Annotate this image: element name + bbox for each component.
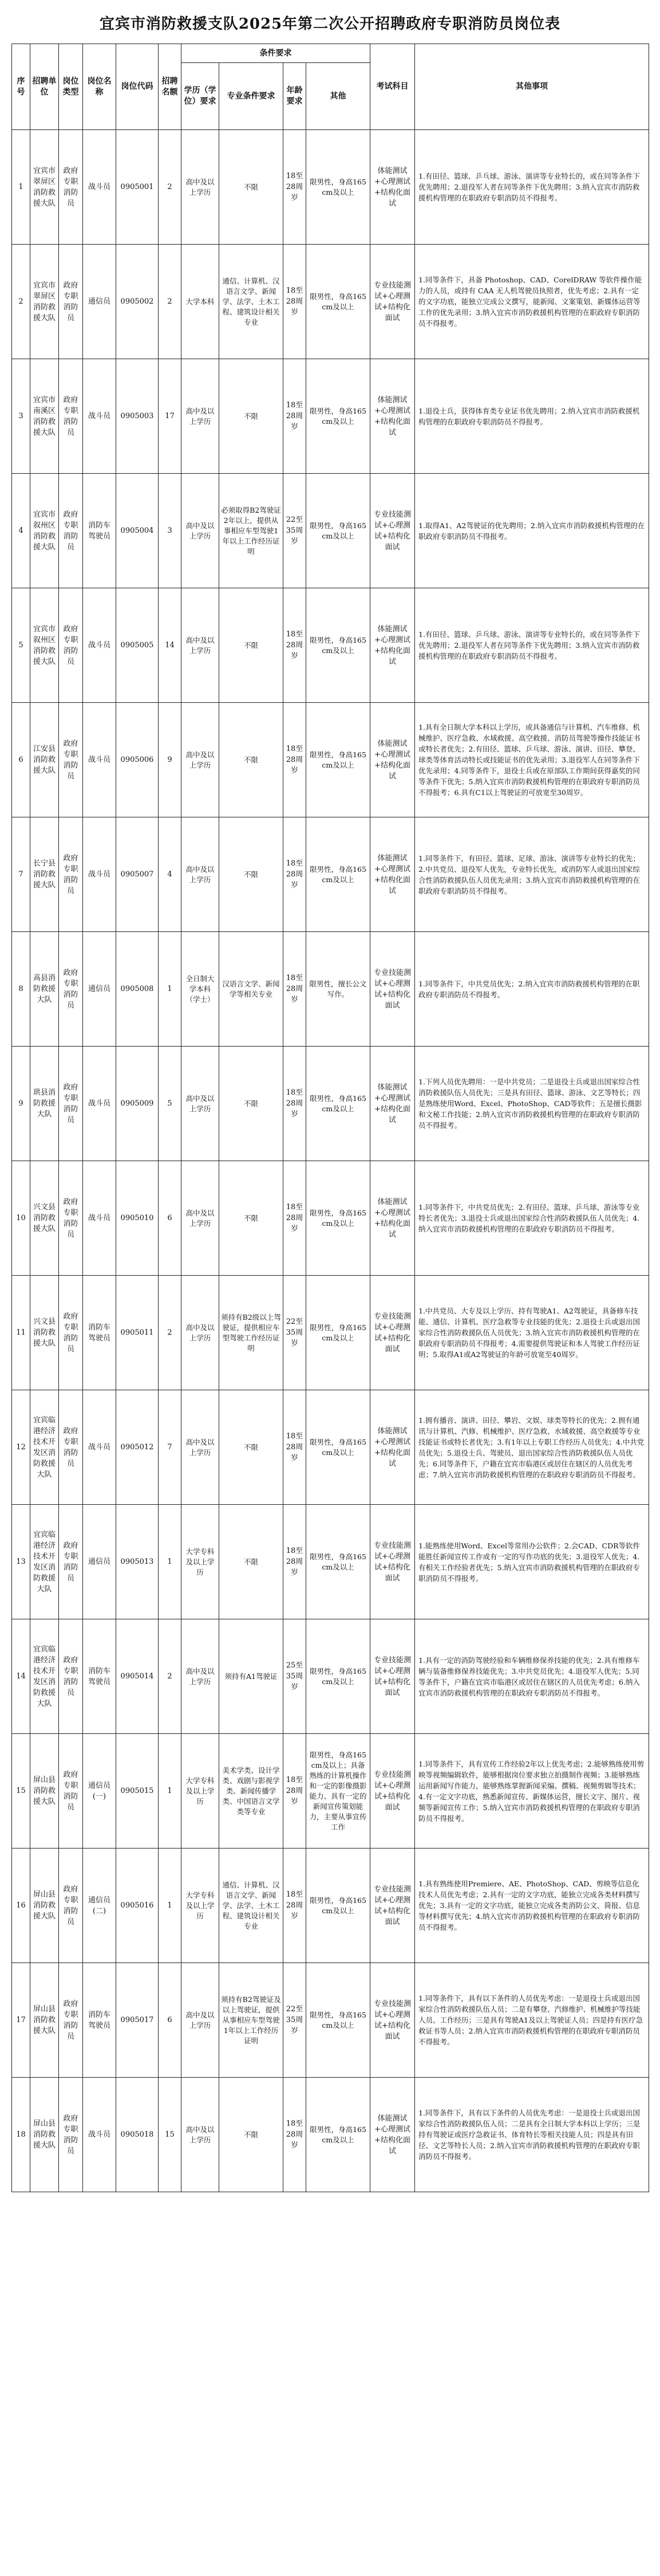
cell-major: 须持有B2驾驶证及以上驾驶证，提供从事相应车型驾驶1年以上工作经历证明 bbox=[219, 1963, 283, 2078]
header-conditions: 条件要求 bbox=[181, 44, 370, 63]
page bbox=[11, 0, 649, 2192]
cell-education: 高中及以上学历 bbox=[181, 1619, 219, 1734]
cell-other: 限男性，身高165cm及以上 bbox=[306, 817, 370, 932]
table-row bbox=[12, 474, 649, 588]
cell-education: 高中及以上学历 bbox=[181, 1276, 219, 1390]
cell-age: 18至28周岁 bbox=[283, 932, 306, 1047]
cell-count: 7 bbox=[159, 1390, 181, 1505]
cell-age: 18至28周岁 bbox=[283, 245, 306, 359]
cell-seq: 18 bbox=[12, 2078, 30, 2192]
cell-exam: 专业技能测试+心理测试+结构化面试 bbox=[370, 1963, 415, 2078]
cell-post-name: 战斗员 bbox=[83, 703, 116, 817]
cell-post-name: 通信员(一) bbox=[83, 1734, 116, 1849]
header-count: 招聘名额 bbox=[159, 44, 181, 130]
cell-notes: 1.同等条件下，有田径、篮球、足球、游泳、演讲等专业特长的优先；2.中共党员、退役军人优先，专业特长优先，或消防军人或退出国家综合性消防救援队伍人员优先录用；3.纳入宜宾市消防救援机构管理的在职政府专职消防员不得报考。 bbox=[415, 817, 649, 932]
cell-seq: 9 bbox=[12, 1047, 30, 1161]
cell-major: 不限 bbox=[219, 817, 283, 932]
cell-unit: 珙县消防救援大队 bbox=[30, 1047, 59, 1161]
header-major: 专业条件要求 bbox=[219, 63, 283, 130]
cell-major: 不限 bbox=[219, 359, 283, 474]
cell-post-code: 0905012 bbox=[116, 1390, 159, 1505]
cell-education: 高中及以上学历 bbox=[181, 817, 219, 932]
cell-notes: 1.同等条件下，具备 Photoshop、CAD、CorelDRAW 等软件操作能力的人员，或持有 CAA 无人机驾驶员执照者，优先考虑；2.具有一定的文字功底，能独立完成公文撰写，能新闻、文案策划、新媒体运营等工作的优先录用；3.纳入宜宾市消防救援机构管理的在职政府专职消防员不得报考。 bbox=[415, 245, 649, 359]
cell-unit-type: 政府专职消防员 bbox=[59, 1390, 83, 1505]
cell-notes: 1.能熟练使用Word、Excel等常用办公软件；2.会CAD、CDR等软件能胜任新闻宣传工作或有一定的写作功底的优先；3.退役军人优先；4.有相关工作经验者优先；5.纳入宜宾市消防救援机构管理的在职政府专职消防员不得报考。 bbox=[415, 1505, 649, 1619]
cell-notes: 1.同等条件下，具有宣传工作经验2年以上优先考虑；2.能够熟练使用剪映等视频编辑软件，能够根据岗位要求独立拍摄制作视频；3.能够熟练运用新闻写作能力，能够熟练掌握新闻采编、撰稿、视频剪辑等技术；4.有一定文字功底，熟悉新闻宣传、新媒体运营，擅长文字、图片、视频等新闻宣传工作；5.纳入宜宾市消防救援机构管理的在职政府专职消防员不得报考。 bbox=[415, 1734, 649, 1849]
cell-unit-type: 政府专职消防员 bbox=[59, 130, 83, 245]
cell-post-name: 通信员(二) bbox=[83, 1849, 116, 1963]
header-unit-type: 岗位类型 bbox=[59, 44, 83, 130]
cell-seq: 8 bbox=[12, 932, 30, 1047]
cell-post-code: 0905003 bbox=[116, 359, 159, 474]
cell-unit: 屏山县消防救援大队 bbox=[30, 1963, 59, 2078]
cell-unit: 兴文县消防救援大队 bbox=[30, 1276, 59, 1390]
cell-post-name: 通信员 bbox=[83, 932, 116, 1047]
table-row bbox=[12, 817, 649, 932]
cell-age: 18至28周岁 bbox=[283, 1390, 306, 1505]
cell-major: 须持有A1驾驶证 bbox=[219, 1619, 283, 1734]
header-exam: 考试科目 bbox=[370, 44, 415, 130]
cell-post-name: 消防车驾驶员 bbox=[83, 474, 116, 588]
cell-education: 高中及以上学历 bbox=[181, 1047, 219, 1161]
cell-seq: 12 bbox=[12, 1390, 30, 1505]
cell-count: 9 bbox=[159, 703, 181, 817]
table-row bbox=[12, 1505, 649, 1619]
cell-unit-type: 政府专职消防员 bbox=[59, 588, 83, 703]
cell-unit-type: 政府专职消防员 bbox=[59, 932, 83, 1047]
cell-count: 3 bbox=[159, 474, 181, 588]
cell-post-name: 消防车驾驶员 bbox=[83, 1963, 116, 2078]
cell-seq: 1 bbox=[12, 130, 30, 245]
cell-post-code: 0905013 bbox=[116, 1505, 159, 1619]
cell-education: 大学专科及以上学历 bbox=[181, 1505, 219, 1619]
cell-unit: 屏山县消防救援大队 bbox=[30, 2078, 59, 2192]
cell-unit-type: 政府专职消防员 bbox=[59, 703, 83, 817]
cell-other: 限男性，身高165cm及以上 bbox=[306, 1161, 370, 1276]
table-row bbox=[12, 245, 649, 359]
cell-age: 18至28周岁 bbox=[283, 817, 306, 932]
table-row bbox=[12, 932, 649, 1047]
cell-count: 4 bbox=[159, 817, 181, 932]
cell-post-code: 0905006 bbox=[116, 703, 159, 817]
cell-unit-type: 政府专职消防员 bbox=[59, 1734, 83, 1849]
cell-education: 高中及以上学历 bbox=[181, 2078, 219, 2192]
cell-post-name: 消防车驾驶员 bbox=[83, 1619, 116, 1734]
cell-post-name: 战斗员 bbox=[83, 588, 116, 703]
cell-exam: 专业技能测试+心理测试+结构化面试 bbox=[370, 1849, 415, 1963]
cell-count: 2 bbox=[159, 1276, 181, 1390]
cell-post-name: 消防车驾驶员 bbox=[83, 1276, 116, 1390]
cell-major: 通信、计算机、汉语言文学、新闻学、法学、土木工程、建筑设计相关专业 bbox=[219, 1849, 283, 1963]
cell-seq: 3 bbox=[12, 359, 30, 474]
cell-unit-type: 政府专职消防员 bbox=[59, 245, 83, 359]
table-row bbox=[12, 1849, 649, 1963]
header-age: 年龄要求 bbox=[283, 63, 306, 130]
cell-notes: 1.拥有播音、演讲、田径、攀岩、文娱、球类等特长的优先；2.拥有通讯与计算机、汽修、机械维护、医疗急救、水域救援、高空救援等专业技能证书或特长者优先；3.有1年以上专职工作经历人员优先；4.中共党员优先；5.退役士兵、驾驶员、退出国家综合性消防救援队伍人员优先；6.同等条件下，户籍在宜宾市临港区或居住在辖区的人员优先考虑；7.纳入宜宾市消防救援机构管理的在职政府专职消防员不得报考。 bbox=[415, 1390, 649, 1505]
cell-notes: 1.下列人员优先聘用：一是中共党员；二是退役士兵或退出国家综合性消防救援队伍人员优先；三是具有田径、篮球、游泳、文艺等特长；四是熟练使用Word、Excel、PhotoShop、CAD等软件；五是擅长摄影和文秘工作技能；2.纳入宜宾市消防救援机构管理的在职政府专职消防员不得报考。 bbox=[415, 1047, 649, 1161]
cell-post-code: 0905016 bbox=[116, 1849, 159, 1963]
cell-unit: 宜宾市翠屏区消防救援大队 bbox=[30, 130, 59, 245]
cell-count: 6 bbox=[159, 1963, 181, 2078]
cell-other: 限男性，身高165cm及以上 bbox=[306, 588, 370, 703]
cell-exam: 专业技能测试+心理测试+结构化面试 bbox=[370, 1734, 415, 1849]
cell-education: 大学专科及以上学历 bbox=[181, 1849, 219, 1963]
cell-notes: 1.具有全日制大学本科以上学历，或具备通信与计算机、汽车维修、机械维护、医疗急救、水域救援、高空救援、消防员驾驶等操作技能证书或特长者优先；2.有田径、篮球、乒乓球、游泳、演讲、田径、攀登、球类等体育活动特长或技能证书的优先录用；3.退役军人在同等条件下优先录用；4.同等条件下，退役士兵或在原部队工作期间获得嘉奖的同等条件下优先；5.纳入宜宾市消防救援机构管理的在职政府专职消防员不得报考；6.具有C1以上驾驶证的可放宽至30周岁。 bbox=[415, 703, 649, 817]
cell-seq: 15 bbox=[12, 1734, 30, 1849]
cell-unit-type: 政府专职消防员 bbox=[59, 1161, 83, 1276]
header-unit: 招聘单位 bbox=[30, 44, 59, 130]
table-row bbox=[12, 359, 649, 474]
cell-post-name: 通信员 bbox=[83, 1505, 116, 1619]
cell-seq: 13 bbox=[12, 1505, 30, 1619]
cell-count: 5 bbox=[159, 1047, 181, 1161]
cell-unit: 宜宾市叙州区消防救援大队 bbox=[30, 474, 59, 588]
cell-post-name: 战斗员 bbox=[83, 817, 116, 932]
cell-post-code: 0905010 bbox=[116, 1161, 159, 1276]
cell-unit-type: 政府专职消防员 bbox=[59, 1619, 83, 1734]
cell-notes: 1.同等条件下，中共党员优先；2.有田径、篮球、乒乓球、游泳等专业特长者优先；3.退役士兵或退出国家综合性消防救援队伍人员优先；4.纳入宜宾市消防救援机构管理的在职政府专职消防员不得报考。 bbox=[415, 1161, 649, 1276]
cell-count: 6 bbox=[159, 1161, 181, 1276]
cell-post-code: 0905004 bbox=[116, 474, 159, 588]
cell-unit: 兴文县消防救援大队 bbox=[30, 1161, 59, 1276]
cell-unit-type: 政府专职消防员 bbox=[59, 1505, 83, 1619]
cell-age: 22至35周岁 bbox=[283, 1276, 306, 1390]
cell-age: 18至28周岁 bbox=[283, 2078, 306, 2192]
cell-post-code: 0905017 bbox=[116, 1963, 159, 2078]
cell-unit: 长宁县消防救援大队 bbox=[30, 817, 59, 932]
cell-unit: 屏山县消防救援大队 bbox=[30, 1734, 59, 1849]
cell-notes: 1.具有一定的消防驾驶经验和车辆维修保养技能的优先；2.具有维修车辆与装备维修保养技能优先；3.中共党员优先；4.退役军人优先；5.同等条件下，户籍在宜宾市临港区或居住在辖区的人员优先考虑；6.纳入宜宾市消防救援机构管理的在职政府专职消防员不得报考。 bbox=[415, 1619, 649, 1734]
cell-count: 14 bbox=[159, 588, 181, 703]
header-seq: 序号 bbox=[12, 44, 30, 130]
cell-exam: 专业技能测试+心理测试+结构化面试 bbox=[370, 932, 415, 1047]
cell-unit: 宜宾市翠屏区消防救援大队 bbox=[30, 245, 59, 359]
cell-seq: 2 bbox=[12, 245, 30, 359]
cell-major: 必须取得B2驾驶证2年以上，提供从事相应车型驾驶1年以上工作经历证明 bbox=[219, 474, 283, 588]
cell-other: 限男性，身高165cm及以上 bbox=[306, 130, 370, 245]
cell-notes: 1.具有熟练使用Premiere、AE、PhotoShop、CAD、剪映等信息化技术人员优先考虑；2.具有一定的文字功底，能独立完成各类材料撰写优先；3.具有一定的文字功底，能独立完成各类消防公文、简报、信息等材料撰写优先；4.纳入宜宾市消防救援机构管理的在职政府专职消防员不得报考。 bbox=[415, 1849, 649, 1963]
cell-major: 不限 bbox=[219, 2078, 283, 2192]
cell-exam: 专业技能测试+心理测试+结构化面试 bbox=[370, 245, 415, 359]
positions-table bbox=[11, 44, 649, 2192]
cell-unit-type: 政府专职消防员 bbox=[59, 2078, 83, 2192]
cell-post-code: 0905001 bbox=[116, 130, 159, 245]
cell-unit-type: 政府专职消防员 bbox=[59, 1047, 83, 1161]
cell-unit-type: 政府专职消防员 bbox=[59, 1849, 83, 1963]
cell-post-name: 战斗员 bbox=[83, 2078, 116, 2192]
cell-age: 18至28周岁 bbox=[283, 130, 306, 245]
cell-age: 18至28周岁 bbox=[283, 1505, 306, 1619]
cell-count: 2 bbox=[159, 245, 181, 359]
cell-other: 限男性，身高165cm及以上 bbox=[306, 474, 370, 588]
cell-major: 不限 bbox=[219, 1047, 283, 1161]
table-body bbox=[12, 130, 649, 2192]
cell-notes: 1.同等条件下，具有以下条件的人员优先考虑：一是退役士兵或退出国家综合性消防救援队伍人员；二是有攀登、汽修维护、机械维护等技能人员、工作经历；三是具有驾驶A1及以上驾驶证人员；四是持有医疗急救证书等人员；2.纳入宜宾市消防救援机构管理的在职政府专职消防员不得报考。 bbox=[415, 1963, 649, 2078]
cell-post-code: 0905007 bbox=[116, 817, 159, 932]
table-row bbox=[12, 1963, 649, 2078]
cell-other: 限男性，身高165cm及以上 bbox=[306, 1619, 370, 1734]
header-post-name: 岗位名称 bbox=[83, 44, 116, 130]
cell-major: 不限 bbox=[219, 1390, 283, 1505]
header-notes: 其他事项 bbox=[415, 44, 649, 130]
cell-education: 高中及以上学历 bbox=[181, 703, 219, 817]
cell-unit: 江安县消防救援大队 bbox=[30, 703, 59, 817]
cell-exam: 体能测试+心理测试+结构化面试 bbox=[370, 1390, 415, 1505]
header-other: 其他 bbox=[306, 63, 370, 130]
cell-education: 高中及以上学历 bbox=[181, 1390, 219, 1505]
cell-exam: 专业技能测试+心理测试+结构化面试 bbox=[370, 1619, 415, 1734]
cell-notes: 1.有田径、篮球、乒乓球、游泳、演讲等专业特长的，或在同等条件下优先聘用；2.退役军人者在同等条件下优先聘用；3.纳入宜宾市消防救援机构管理的在职政府专职消防员不得报考。 bbox=[415, 588, 649, 703]
cell-age: 22至35周岁 bbox=[283, 1963, 306, 2078]
header-post-code: 岗位代码 bbox=[116, 44, 159, 130]
cell-post-name: 战斗员 bbox=[83, 359, 116, 474]
cell-post-name: 战斗员 bbox=[83, 1390, 116, 1505]
table-row bbox=[12, 1390, 649, 1505]
header-education: 学历（学位）要求 bbox=[181, 63, 219, 130]
cell-unit: 宜宾临港经济技术开发区消防救援大队 bbox=[30, 1390, 59, 1505]
cell-seq: 10 bbox=[12, 1161, 30, 1276]
cell-other: 限男性，身高165cm及以上 bbox=[306, 359, 370, 474]
cell-exam: 专业技能测试+心理测试+结构化面试 bbox=[370, 1505, 415, 1619]
cell-other: 限男性，身高165cm及以上 bbox=[306, 1963, 370, 2078]
table-row bbox=[12, 130, 649, 245]
cell-exam: 体能测试+心理测试+结构化面试 bbox=[370, 1161, 415, 1276]
cell-post-name: 战斗员 bbox=[83, 1047, 116, 1161]
cell-notes: 1.中共党员、大专及以上学历、持有驾驶A1、A2驾驶证，具备修车技能、通信、计算机、医疗急救等专业技能的优先；2.退役士兵或退出国家综合性消防救援队伍人员优先；3.纳入宜宾市消防救援机构管理的在职政府专职消防员不得报考；4.需要提供驾驶证和本人驾驶工作经历证明；5.取得A1或A2驾驶证的年龄可放宽至40周岁。 bbox=[415, 1276, 649, 1390]
cell-unit-type: 政府专职消防员 bbox=[59, 474, 83, 588]
cell-seq: 6 bbox=[12, 703, 30, 817]
cell-major: 不限 bbox=[219, 1161, 283, 1276]
cell-count: 1 bbox=[159, 932, 181, 1047]
cell-education: 高中及以上学历 bbox=[181, 474, 219, 588]
cell-count: 2 bbox=[159, 1619, 181, 1734]
cell-education: 高中及以上学历 bbox=[181, 359, 219, 474]
cell-major: 不限 bbox=[219, 703, 283, 817]
cell-exam: 专业技能测试+心理测试+结构化面试 bbox=[370, 1276, 415, 1390]
cell-major: 不限 bbox=[219, 130, 283, 245]
cell-age: 18至28周岁 bbox=[283, 703, 306, 817]
cell-unit: 高县消防救援大队 bbox=[30, 932, 59, 1047]
table-row bbox=[12, 1619, 649, 1734]
table-row bbox=[12, 1734, 649, 1849]
cell-age: 18至28周岁 bbox=[283, 1849, 306, 1963]
cell-notes: 1.取得A1、A2驾驶证的优先聘用；2.纳入宜宾市消防救援机构管理的在职政府专职消防员不得报考。 bbox=[415, 474, 649, 588]
cell-exam: 体能测试+心理测试+结构化面试 bbox=[370, 359, 415, 474]
cell-seq: 4 bbox=[12, 474, 30, 588]
cell-notes: 1.同等条件下，中共党员优先；2.纳入宜宾市消防救援机构管理的在职政府专职消防员不得报考。 bbox=[415, 932, 649, 1047]
cell-notes: 1.有田径、篮球、乒乓球、游泳、演讲等专业特长的，或在同等条件下优先聘用；2.退役军人者在同等条件下优先聘用；3.纳入宜宾市消防救援机构管理的在职政府专职消防员不得报考。 bbox=[415, 130, 649, 245]
cell-major: 汉语言文学、新闻学等相关专业 bbox=[219, 932, 283, 1047]
cell-other: 限男性，身高165cm及以上 bbox=[306, 1276, 370, 1390]
cell-education: 大学专科及以上学历 bbox=[181, 1734, 219, 1849]
table-row bbox=[12, 1276, 649, 1390]
cell-age: 22至35周岁 bbox=[283, 474, 306, 588]
cell-other: 限男性，身高165cm及以上 bbox=[306, 1047, 370, 1161]
cell-unit: 宜宾市叙州区消防救援大队 bbox=[30, 588, 59, 703]
cell-seq: 17 bbox=[12, 1963, 30, 2078]
cell-count: 17 bbox=[159, 359, 181, 474]
cell-other: 限男性，身高165cm及以上 bbox=[306, 2078, 370, 2192]
cell-post-code: 0905009 bbox=[116, 1047, 159, 1161]
cell-notes: 1.同等条件下，具有以下条件的人员优先考虑：一是退役士兵或退出国家综合性消防救援队伍人员；二是具有全日制大学本科以上学历；三是持有驾驶证或医疗急救证书、体育特长等相关技能人员；四是具有田径、文艺等特长人员；2.纳入宜宾市消防救援机构管理的在职政府专职消防员不得报考。 bbox=[415, 2078, 649, 2192]
cell-major: 通信、计算机、汉语言文学、新闻学、法学、土木工程、建筑设计相关专业 bbox=[219, 245, 283, 359]
cell-major: 不限 bbox=[219, 1505, 283, 1619]
cell-exam: 体能测试+心理测试+结构化面试 bbox=[370, 1047, 415, 1161]
table-row bbox=[12, 1161, 649, 1276]
cell-education: 大学本科 bbox=[181, 245, 219, 359]
cell-major: 美术学类、设计学类、戏剧与影视学类、新闻传播学类、中国语言文学类等专业 bbox=[219, 1734, 283, 1849]
cell-education: 高中及以上学历 bbox=[181, 1963, 219, 2078]
cell-seq: 11 bbox=[12, 1276, 30, 1390]
cell-education: 全日制大学本科（学士） bbox=[181, 932, 219, 1047]
cell-count: 1 bbox=[159, 1505, 181, 1619]
cell-post-name: 战斗员 bbox=[83, 130, 116, 245]
cell-age: 18至28周岁 bbox=[283, 359, 306, 474]
cell-other: 限男性，身高165cm及以上 bbox=[306, 1849, 370, 1963]
cell-other: 限男性，身高165cm及以上 bbox=[306, 1390, 370, 1505]
cell-other: 限男性，擅长公文写作。 bbox=[306, 932, 370, 1047]
cell-age: 18至28周岁 bbox=[283, 1734, 306, 1849]
cell-unit-type: 政府专职消防员 bbox=[59, 1963, 83, 2078]
cell-exam: 体能测试+心理测试+结构化面试 bbox=[370, 2078, 415, 2192]
cell-education: 高中及以上学历 bbox=[181, 1161, 219, 1276]
cell-post-code: 0905002 bbox=[116, 245, 159, 359]
cell-unit: 宜宾临港经济技术开发区消防救援大队 bbox=[30, 1619, 59, 1734]
table-row bbox=[12, 588, 649, 703]
cell-education: 高中及以上学历 bbox=[181, 130, 219, 245]
cell-post-code: 0905018 bbox=[116, 2078, 159, 2192]
cell-other: 限男性，身高165cm及以上 bbox=[306, 703, 370, 817]
cell-unit-type: 政府专职消防员 bbox=[59, 359, 83, 474]
table-row bbox=[12, 1047, 649, 1161]
cell-count: 15 bbox=[159, 2078, 181, 2192]
cell-age: 18至28周岁 bbox=[283, 588, 306, 703]
cell-education: 高中及以上学历 bbox=[181, 588, 219, 703]
page-title: 宜宾市消防救援支队2025年第二次公开招聘政府专职消防员岗位表 bbox=[99, 15, 561, 33]
cell-age: 25至35周岁 bbox=[283, 1619, 306, 1734]
cell-post-code: 0905015 bbox=[116, 1734, 159, 1849]
cell-post-name: 通信员 bbox=[83, 245, 116, 359]
cell-age: 18至28周岁 bbox=[283, 1047, 306, 1161]
cell-unit: 宜宾临港经济技术开发区消防救援大队 bbox=[30, 1505, 59, 1619]
cell-seq: 16 bbox=[12, 1849, 30, 1963]
cell-exam: 专业技能测试+心理测试+结构化面试 bbox=[370, 474, 415, 588]
cell-post-code: 0905014 bbox=[116, 1619, 159, 1734]
cell-seq: 5 bbox=[12, 588, 30, 703]
cell-count: 1 bbox=[159, 1734, 181, 1849]
cell-count: 2 bbox=[159, 130, 181, 245]
cell-exam: 体能测试+心理测试+结构化面试 bbox=[370, 588, 415, 703]
cell-exam: 体能测试+心理测试+结构化面试 bbox=[370, 130, 415, 245]
cell-other: 限男性，身高165cm及以上 bbox=[306, 245, 370, 359]
cell-seq: 7 bbox=[12, 817, 30, 932]
cell-unit: 屏山县消防救援大队 bbox=[30, 1849, 59, 1963]
cell-age: 18至28周岁 bbox=[283, 1161, 306, 1276]
cell-other: 限男性，身高165cm及以上；具备熟练的计算机操作和一定的影像摄影能力、具有一定的新闻宣传策划能力，主要从事宣传工作 bbox=[306, 1734, 370, 1849]
cell-other: 限男性，身高165cm及以上 bbox=[306, 1505, 370, 1619]
cell-unit: 宜宾市南溪区消防救援大队 bbox=[30, 359, 59, 474]
cell-exam: 体能测试+心理测试+结构化面试 bbox=[370, 703, 415, 817]
cell-post-code: 0905008 bbox=[116, 932, 159, 1047]
table-header bbox=[12, 44, 649, 130]
cell-post-code: 0905011 bbox=[116, 1276, 159, 1390]
cell-count: 1 bbox=[159, 1849, 181, 1963]
cell-seq: 14 bbox=[12, 1619, 30, 1734]
cell-unit-type: 政府专职消防员 bbox=[59, 1276, 83, 1390]
cell-unit-type: 政府专职消防员 bbox=[59, 817, 83, 932]
cell-major: 不限 bbox=[219, 588, 283, 703]
cell-post-code: 0905005 bbox=[116, 588, 159, 703]
cell-exam: 体能测试+心理测试+结构化面试 bbox=[370, 817, 415, 932]
table-row bbox=[12, 703, 649, 817]
cell-major: 须持有B2级以上驾驶证，提供相应车型驾驶工作经历证明 bbox=[219, 1276, 283, 1390]
cell-notes: 1.退役士兵，获得体育类专业证书优先聘用；2.纳入宜宾市消防救援机构管理的在职政府专职消防员不得报考。 bbox=[415, 359, 649, 474]
table-row bbox=[12, 2078, 649, 2192]
cell-post-name: 战斗员 bbox=[83, 1161, 116, 1276]
